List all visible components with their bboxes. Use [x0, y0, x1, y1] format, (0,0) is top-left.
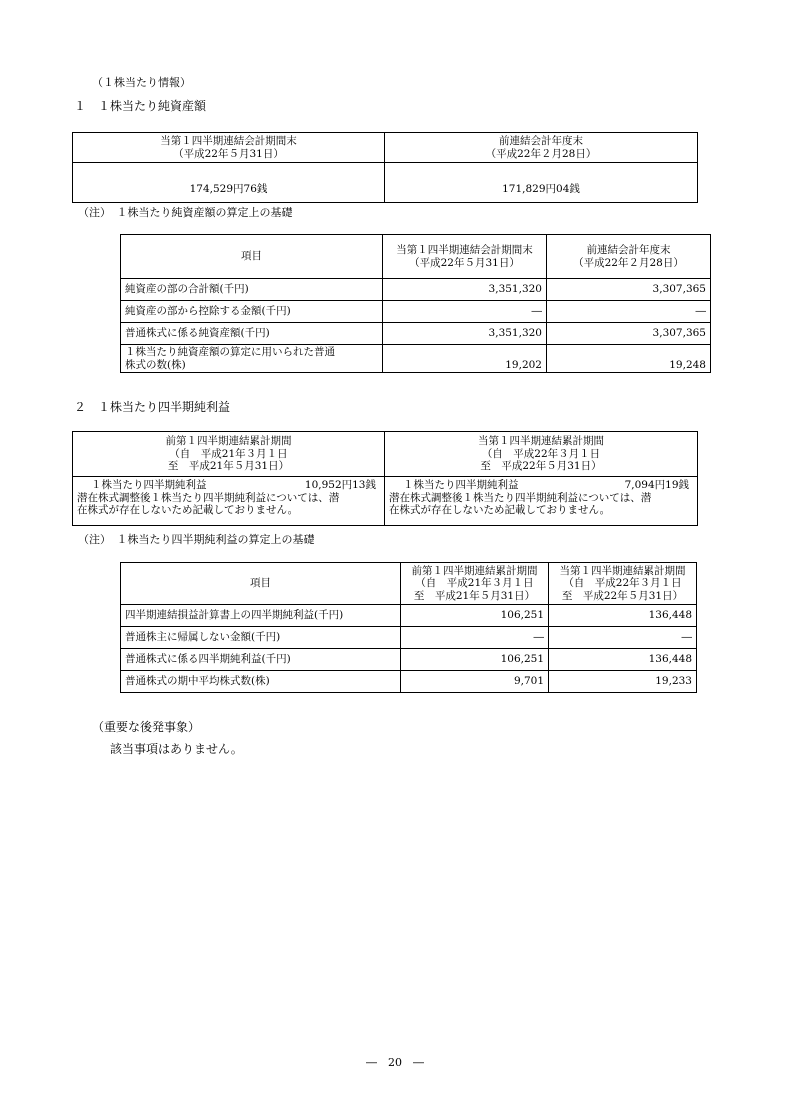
row-previous-value: 3,307,365 — [547, 279, 711, 301]
previous-year-header: 前連結会計年度末 （平成22年２月28日） — [385, 133, 698, 163]
basis-col-previous: 前連結会計年度末 （平成22年２月28日） — [547, 235, 711, 279]
row-current-value: ― — [383, 301, 547, 323]
page-number: ― 20 ― — [366, 1056, 424, 1069]
row-label: 純資産の部から控除する金額(千円) — [121, 301, 383, 323]
section-1-note: （注） １株当たり純資産額の算定上の基礎 — [78, 206, 293, 219]
net-income-summary-table — [72, 431, 698, 526]
row-current-value: 136,448 — [549, 605, 697, 627]
row-current-value: 19,202 — [383, 345, 547, 373]
previous-net-assets-per-share: 171,829円04銭 — [385, 163, 698, 203]
subsequent-events-heading: （重要な後発事象） — [92, 720, 201, 734]
row-current-value: 19,233 — [549, 671, 697, 693]
table-row — [121, 627, 697, 649]
basis-col-current: 当第１四半期連結会計期間末 （平成22年５月31日） — [383, 235, 547, 279]
row-label: 四半期連結損益計算書上の四半期純利益(千円) — [121, 605, 401, 627]
row-previous-value: ― — [547, 301, 711, 323]
row-label: 普通株主に帰属しない金額(千円) — [121, 627, 401, 649]
row-previous-value: 3,307,365 — [547, 323, 711, 345]
table-row — [121, 323, 711, 345]
table-row — [121, 301, 711, 323]
row-previous-value: ― — [401, 627, 549, 649]
eps-label: １株当たり四半期純利益 — [91, 479, 207, 491]
current-period-header: 当第１四半期連結会計期間末 （平成22年５月31日） — [73, 133, 385, 163]
info-heading: （１株当たり情報） — [92, 76, 191, 89]
table-row — [121, 345, 711, 373]
row-current-value: 136,448 — [549, 649, 697, 671]
row-label: 普通株式に係る四半期純利益(千円) — [121, 649, 401, 671]
row-previous-value: 106,251 — [401, 649, 549, 671]
basis-col-previous: 前第１四半期連結累計期間 （自 平成21年３月１日 至 平成21年５月31日） — [401, 563, 549, 605]
row-label: 純資産の部の合計額(千円) — [121, 279, 383, 301]
net-assets-basis-table — [120, 234, 711, 373]
row-label: １株当たり純資産額の算定に用いられた普通 株式の数(株) — [121, 345, 383, 373]
row-current-value: 3,351,320 — [383, 323, 547, 345]
basis-col-current: 当第１四半期連結累計期間 （自 平成22年３月１日 至 平成22年５月31日） — [549, 563, 697, 605]
section-2-note: （注） １株当たり四半期純利益の算定上の基礎 — [78, 533, 315, 546]
row-label: 普通株式に係る純資産額(千円) — [121, 323, 383, 345]
section-1-title: １ １株当たり純資産額 — [74, 99, 207, 113]
row-previous-value: 9,701 — [401, 671, 549, 693]
current-period-header: 当第１四半期連結累計期間 （自 平成22年３月１日 至 平成22年５月31日） — [385, 432, 698, 477]
eps-label: １株当たり四半期純利益 — [403, 479, 519, 491]
table-row — [121, 671, 697, 693]
previous-period-eps: １株当たり四半期純利益 10,952円13銭 潜在株式調整後１株当たり四半期純利益については、潜 在株式が存在しないため記載しておりません。 — [73, 477, 385, 526]
current-net-assets-per-share: 174,529円76銭 — [73, 163, 385, 203]
eps-value: 7,094円19銭 — [624, 479, 689, 491]
net-assets-summary-table — [72, 132, 698, 203]
table-row — [121, 279, 711, 301]
basis-col-item: 項目 — [121, 563, 401, 605]
row-current-value: ― — [549, 627, 697, 649]
table-row — [121, 605, 697, 627]
section-2-title: ２ １株当たり四半期純利益 — [74, 400, 231, 414]
row-previous-value: 106,251 — [401, 605, 549, 627]
row-previous-value: 19,248 — [547, 345, 711, 373]
net-income-basis-table — [120, 562, 697, 693]
eps-value: 10,952円13銭 — [304, 479, 376, 491]
table-row — [121, 649, 697, 671]
row-current-value: 3,351,320 — [383, 279, 547, 301]
basis-col-item: 項目 — [121, 235, 383, 279]
row-label: 普通株式の期中平均株式数(株) — [121, 671, 401, 693]
current-period-eps: １株当たり四半期純利益 7,094円19銭 潜在株式調整後１株当たり四半期純利益については、潜 在株式が存在しないため記載しておりません。 — [385, 477, 698, 526]
subsequent-events-text: 該当事項はありません。 — [110, 742, 243, 756]
previous-period-header: 前第１四半期連結累計期間 （自 平成21年３月１日 至 平成21年５月31日） — [73, 432, 385, 477]
